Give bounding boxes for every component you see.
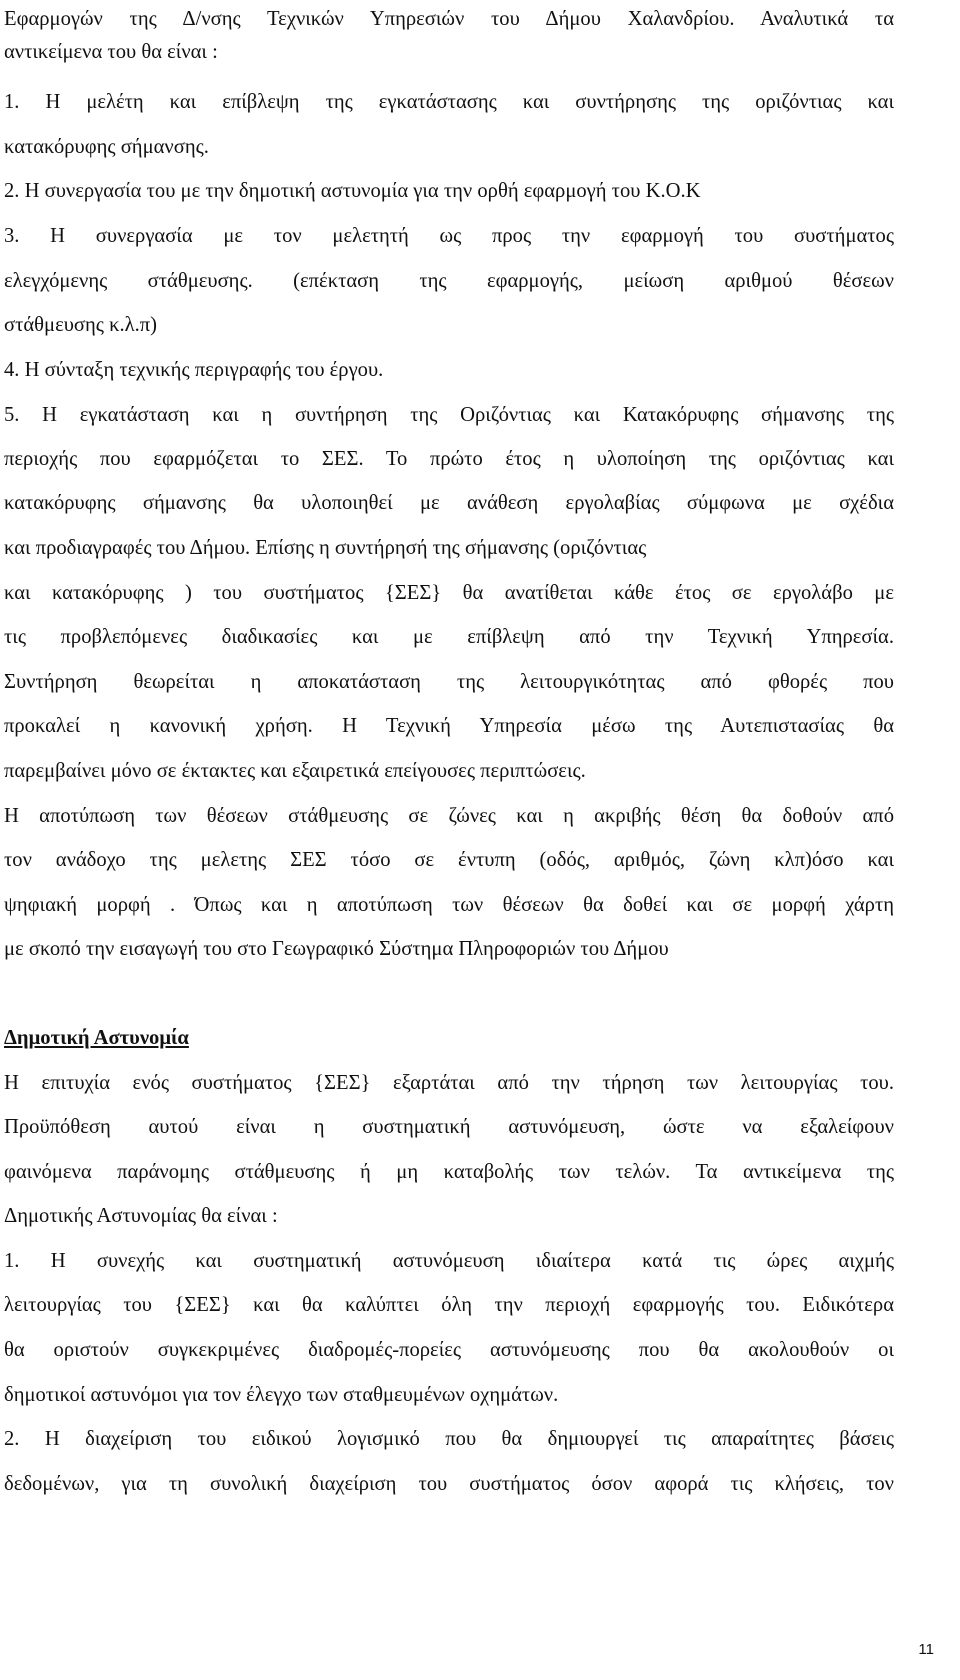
text-line: ελεγχόμενης στάθμευσης. (επέκταση της εφαρμογής, μείωση αριθμού θέσεων — [4, 270, 894, 292]
text-line: Συντήρηση θεωρείται η αποκατάσταση της λειτουργικότητας από φθορές που — [4, 671, 894, 693]
text-line: κατακόρυφης σήμανσης θα υλοποιηθεί με ανάθεση εργολαβίας σύμφωνα με σχέδια — [4, 492, 894, 514]
text-line: δημοτικοί αστυνόμοι για τον έλεγχο των σταθμευμένων οχημάτων. — [4, 1384, 559, 1406]
text-line: 1. Η συνεχής και συστηματική αστυνόμευση ιδιαίτερα κατά τις ώρες αιχμής — [4, 1250, 894, 1272]
section-heading: Δημοτική Αστυνομία — [4, 1027, 189, 1049]
text-line: Η επιτυχία ενός συστήματος {ΣΕΣ} εξαρτάται από την τήρηση των λειτουργίας του. — [4, 1072, 894, 1094]
text-line: Δημοτικής Αστυνομίας θα είναι : — [4, 1205, 278, 1227]
text-line: προκαλεί η κανονική χρήση. Η Τεχνική Υπηρεσία μέσω της Αυτεπιστασίας θα — [4, 715, 894, 737]
text-line: με σκοπό την εισαγωγή του στο Γεωγραφικό Σύστημα Πληροφοριών του Δήμου — [4, 938, 669, 960]
text-line: 3. Η συνεργασία με τον μελετητή ως προς την εφαρμογή του συστήματος — [4, 225, 894, 247]
text-line: δεδομένων, για τη συνολική διαχείριση του συστήματος όσον αφορά τις κλήσεις, τον — [4, 1473, 894, 1495]
text-line: και προδιαγραφές του Δήμου. Επίσης η συντήρησή της σήμανσης (οριζόντιας — [4, 537, 647, 559]
page-number: 11 — [918, 1641, 934, 1658]
text-line: παρεμβαίνει μόνο σε έκτακτες και εξαιρετικά επείγουσες περιπτώσεις. — [4, 760, 586, 782]
text-line: στάθμευσης κ.λ.π) — [4, 314, 158, 336]
text-line: κατακόρυφης σήμανσης. — [4, 136, 209, 158]
text-line: θα οριστούν συγκεκριμένες διαδρομές-πορείες αστυνόμευσης που θα ακολουθούν οι — [4, 1339, 894, 1361]
text-line: φαινόμενα παράνομης στάθμευσης ή μη καταβολής των τελών. Τα αντικείμενα της — [4, 1161, 894, 1183]
text-line: Προϋπόθεση αυτού είναι η συστηματική αστυνόμευση, ώστε να εξαλείφουν — [4, 1116, 894, 1138]
text-line: αντικείμενα του θα είναι : — [4, 41, 218, 63]
text-line: 2. Η διαχείριση του ειδικού λογισμικό που θα δημιουργεί τις απαραίτητες βάσεις — [4, 1428, 894, 1450]
text-line: 1. Η μελέτη και επίβλεψη της εγκατάστασης και συντήρησης της οριζόντιας και — [4, 91, 894, 113]
text-line: 5. Η εγκατάσταση και η συντήρηση της Οριζόντιας και Κατακόρυφης σήμανσης της — [4, 404, 894, 426]
text-line: Η αποτύπωση των θέσεων στάθμευσης σε ζώνες και η ακριβής θέση θα δοθούν από — [4, 805, 894, 827]
text-line: 2. Η συνεργασία του με την δημοτική αστυνομία για την ορθή εφαρμογή του Κ.Ο.Κ — [4, 180, 701, 202]
text-line: τον ανάδοχο της μελετης ΣΕΣ τόσο σε έντυπη (οδός, αριθμός, ζώνη κλπ)όσο και — [4, 849, 894, 871]
text-line: 4. Η σύνταξη τεχνικής περιγραφής του έργου. — [4, 359, 384, 381]
text-line: λειτουργίας του {ΣΕΣ} και θα καλύπτει όλη την περιοχή εφαρμογής του. Ειδικότερα — [4, 1294, 894, 1316]
text-line: ψηφιακή μορφή . Όπως και η αποτύπωση των θέσεων θα δοθεί και σε μορφή χάρτη — [4, 894, 894, 916]
text-line: και κατακόρυφης ) του συστήματος {ΣΕΣ} θα ανατίθεται κάθε έτος σε εργολάβο με — [4, 582, 894, 604]
text-line: Εφαρμογών της Δ/νσης Τεχνικών Υπηρεσιών του Δήμου Χαλανδρίου. Αναλυτικά τα — [4, 8, 894, 30]
text-line: περιοχής που εφαρμόζεται το ΣΕΣ. Το πρώτο έτος η υλοποίηση της οριζόντιας και — [4, 448, 894, 470]
text-line: τις προβλεπόμενες διαδικασίες και με επίβλεψη από την Τεχνική Υπηρεσία. — [4, 626, 894, 648]
